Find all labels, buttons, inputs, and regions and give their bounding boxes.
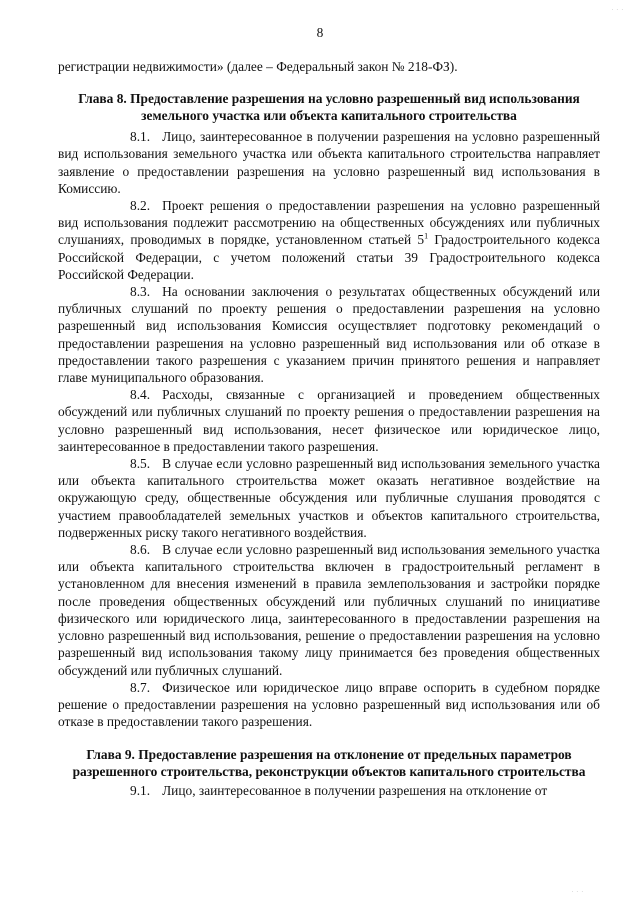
clause-9-1 [58,782,600,799]
clause-text-cont: Градостроительного кодекса Российской Федерации, с учетом положений статьи 39 Градостроительного кодекса Российской Федерации. [58,232,600,282]
clause-text: Проект решения о предоставлении разрешения на условно разрешенный вид использования подлежит рассмотрению на общественных обсуждениях или публичных слушаниях, проводимых в порядке, установленном статьей 5 [58,198,600,248]
clause-text: В случае если условно разрешенный вид использования земельного участка или объекта капитального строительства включен в градостроительный регламент в установленном для внесения изменений в правила землепользования и застройки порядке после проведения общественных обсуждений или публичных слушаний по инициативе физического или юридического лица, заинтересованного в предоставлении разрешения на условно разрешенный вид использования, решение о предоставлении разрешения на условно разрешенный вид использования такому лицу принимается без проведения общественных обсуждений или публичных слушаний. [58,542,600,678]
superscript: 1 [424,231,429,241]
clause-text: Физическое или юридическое лицо вправе оспорить в судебном порядке решение о предоставлении разрешения на условно разрешенный вид использования или об отказе в предоставлении такого разрешения. [58,679,600,730]
clause-text: Расходы, связанные с организацией и проведением общественных обсуждений или публичных слушаний по проекту решения о предоставлении разрешения на условно разрешенный вид использования, несет физическое или юридическое лицо, заинтересованное в предоставлении такого разрешения. [58,387,600,454]
clause-8-2 [58,197,600,283]
lead-paragraph: регистрации недвижимости» (далее – Федеральный закон № 218-ФЗ). [58,59,458,74]
document-body [58,58,600,800]
clause-number: 8.4. [130,387,151,403]
page-number: 8 [316,25,324,40]
clause-number: 8.7. [130,679,151,695]
clause-8-6 [58,541,600,679]
clause-number: 9.1. [130,783,151,799]
clause-text: В случае если условно разрешенный вид использования земельного участка или объекта капитального строительства может оказать негативное воздействие на окружающую среду, общественные обсуждения или публичные слушания проводятся с участием правообладателей земельных участков и объектов капитального строительства, подверженных риску такого негативного воздействия. [58,456,600,540]
clause-number: 8.6. [130,542,151,558]
clause-8-5 [58,455,600,541]
clause-8-7 [58,679,600,731]
chapter-8-heading: Глава 8. Предоставление разрешения на условно разрешенный вид использования земельного участка или объекта капитального строительства [78,91,580,124]
clause-text: Лицо, заинтересованное в получении разрешения на отклонение от [162,783,548,799]
clause-text: Лицо, заинтересованное в получении разрешения на условно разрешенный вид использования земельного участка или объекта капитального строительства направляет заявление о предоставлении разрешения на условно разрешенный вид использования в Комиссию. [58,129,600,196]
clause-8-3 [58,283,600,386]
clause-text: На основании заключения о результатах общественных обсуждений или публичных слушаний по проекту решения о предоставлении разрешения на условно разрешенный вид использования Комиссия осуществляет подготовку рекомендаций о предоставлении разрешения на условно разрешенный вид использования или об отказе в предоставлении такого разрешения с указанием причин принятого решения и направляет главе муниципального образования. [58,284,600,386]
clause-number: 8.5. [130,456,151,472]
clause-8-4 [58,386,600,455]
chapter-9-heading: Глава 9. Предоставление разрешения на отклонение от предельных параметров разрешенного строительства, реконструкции объектов капитального строительства [72,747,586,780]
clause-8-1 [58,128,600,197]
clause-number: 8.1. [130,129,151,145]
corner-mark-top: · · · [611,8,624,13]
clause-number: 8.2. [130,198,151,214]
clause-number: 8.3. [130,284,151,300]
corner-mark-bottom: · · · [571,889,584,895]
